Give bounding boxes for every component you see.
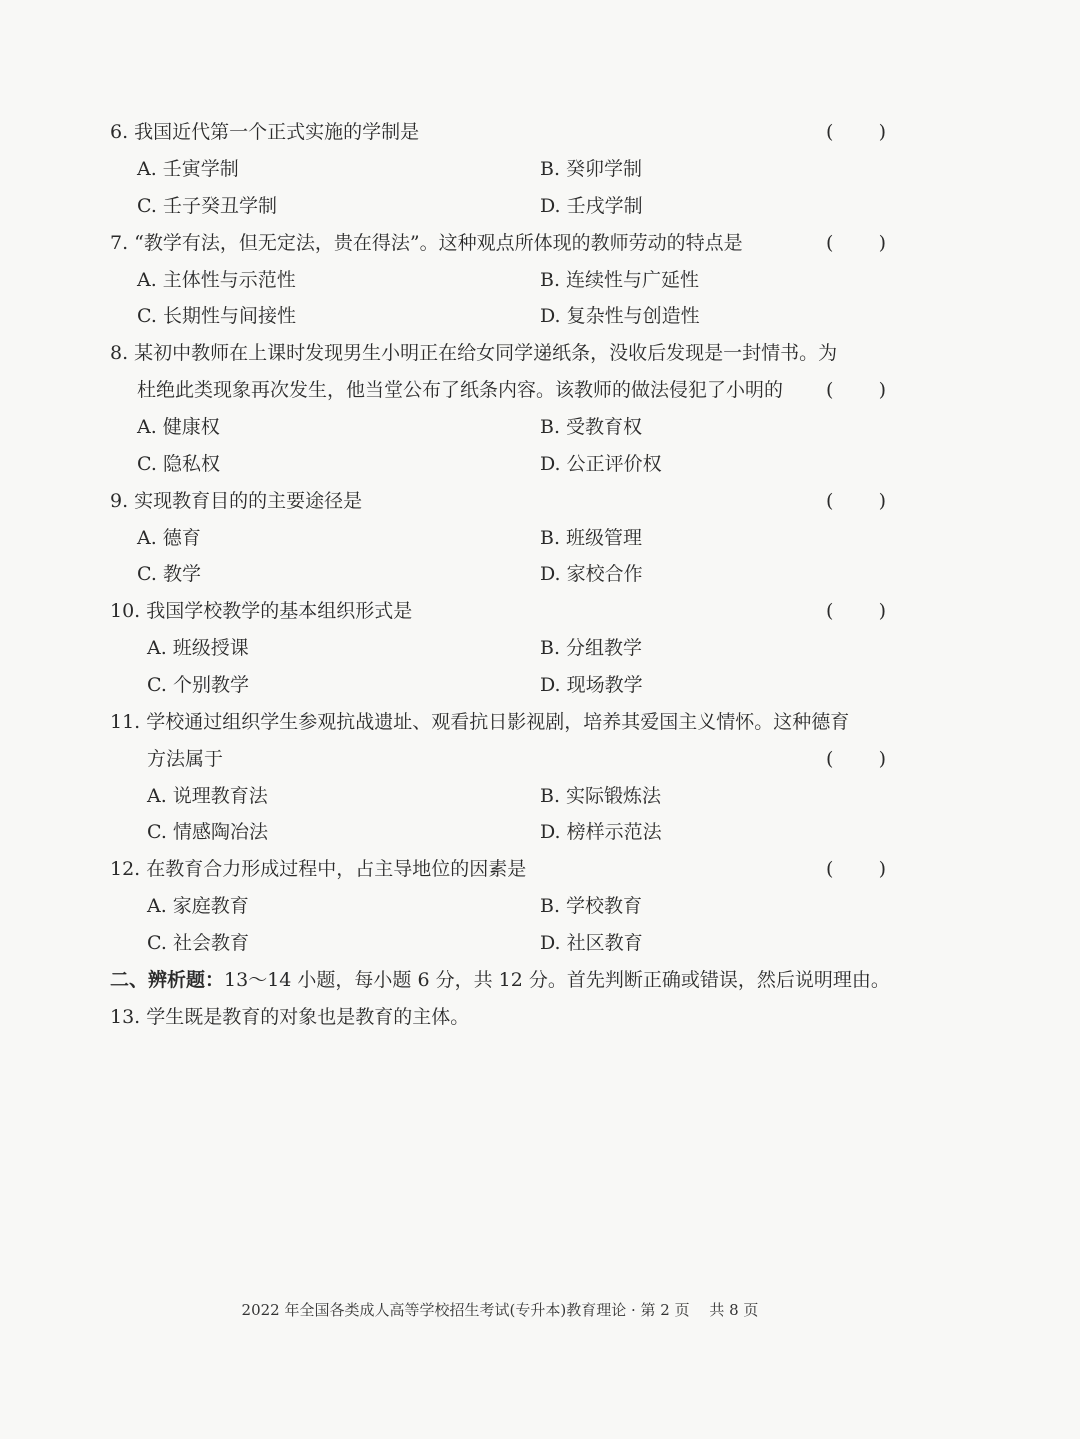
option-7d: D. 复杂性与创造性	[540, 305, 700, 327]
option-10d: D. 现场教学	[540, 674, 643, 696]
option-8a: A. 健康权	[137, 416, 220, 438]
question-8-stem-line1: 8. 某初中教师在上课时发现男生小明正在给女同学递纸条，没收后发现是一封情书。为	[110, 342, 838, 364]
option-9c: C. 教学	[137, 563, 201, 585]
question-6-stem: 6. 我国近代第一个正式实施的学制是	[110, 121, 420, 143]
option-6d: D. 壬戌学制	[540, 195, 643, 217]
question-12-stem: 12. 在教育合力形成过程中，占主导地位的因素是	[110, 858, 527, 880]
question-10-stem: 10. 我国学校教学的基本组织形式是	[110, 600, 413, 622]
answer-bracket-10: ( )	[826, 600, 886, 622]
option-12d: D. 社区教育	[540, 932, 643, 954]
question-11-stem-line1: 11. 学校通过组织学生参观抗战遗址、观看抗日影视剧，培养其爱国主义情怀。这种德育	[110, 711, 850, 733]
answer-bracket-6: ( )	[826, 121, 886, 143]
question-9-stem: 9. 实现教育目的的主要途径是	[110, 490, 363, 512]
answer-bracket-12: ( )	[826, 858, 886, 880]
option-6a: A. 壬寅学制	[137, 158, 239, 180]
option-11b: B. 实际锻炼法	[540, 785, 662, 807]
option-6b: B. 癸卯学制	[540, 158, 643, 180]
option-11d: D. 榜样示范法	[540, 821, 662, 843]
answer-bracket-9: ( )	[826, 490, 886, 512]
option-7b: B. 连续性与广延性	[540, 269, 700, 291]
section-2-title: 二、辨析题：	[110, 969, 225, 991]
question-11-stem-line2: 方法属于	[147, 748, 224, 770]
option-9b: B. 班级管理	[540, 527, 643, 549]
option-8b: B. 受教育权	[540, 416, 643, 438]
option-11a: A. 说理教育法	[147, 785, 268, 807]
option-11c: C. 情感陶冶法	[147, 821, 268, 843]
option-8d: D. 公正评价权	[540, 453, 662, 475]
option-10a: A. 班级授课	[147, 637, 249, 659]
option-9a: A. 德育	[137, 527, 201, 549]
option-7c: C. 长期性与间接性	[137, 305, 296, 327]
option-10b: B. 分组教学	[540, 637, 643, 659]
option-8c: C. 隐私权	[137, 453, 220, 475]
section-2-heading	[110, 968, 890, 992]
question-8-stem-line2: 杜绝此类现象再次发生，他当堂公布了纸条内容。该教师的做法侵犯了小明的	[137, 379, 784, 401]
section-2-description: 13～14 小题，每小题 6 分，共 12 分。首先判断正确或错误，然后说明理由。	[224, 969, 890, 991]
option-9d: D. 家校合作	[540, 563, 643, 585]
answer-bracket-11: ( )	[826, 748, 886, 770]
option-12c: C. 社会教育	[147, 932, 249, 954]
answer-bracket-8: ( )	[826, 379, 886, 401]
page-footer: 2022 年全国各类成人高等学校招生考试(专升本)教育理论 · 第 2 页 共 8 页	[241, 1301, 759, 1319]
question-7-stem: 7. “教学有法，但无定法，贵在得法”。这种观点所体现的教师劳动的特点是	[110, 232, 743, 254]
question-13-stem: 13. 学生既是教育的对象也是教育的主体。	[110, 1006, 470, 1028]
option-7a: A. 主体性与示范性	[137, 269, 296, 291]
answer-bracket-7: ( )	[826, 232, 886, 254]
option-12b: B. 学校教育	[540, 895, 643, 917]
option-10c: C. 个别教学	[147, 674, 249, 696]
option-6c: C. 壬子癸丑学制	[137, 195, 277, 217]
option-12a: A. 家庭教育	[147, 895, 249, 917]
